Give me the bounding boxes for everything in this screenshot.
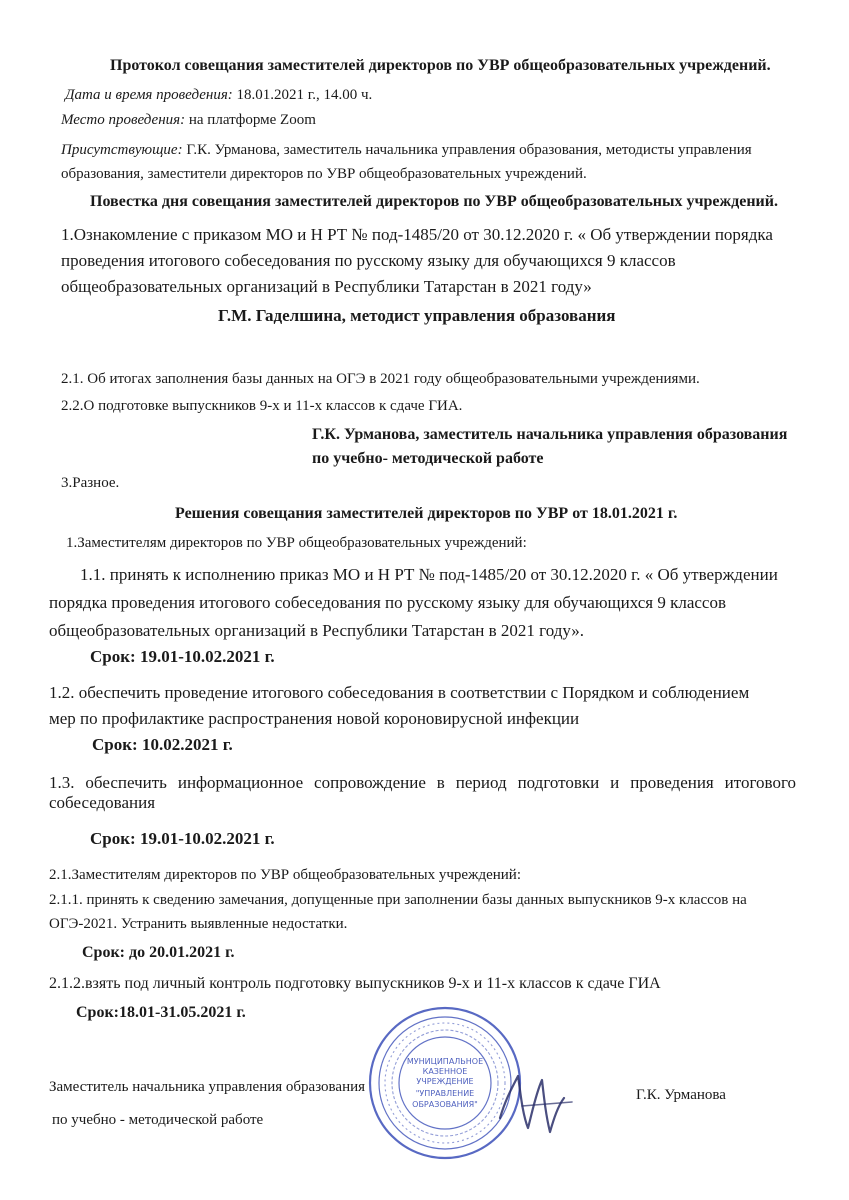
document-title: Протокол совещания заместителей директоров по УВР общеобразовательных учреждений. [110,57,771,74]
decision-1-2-line-1: 1.2. обеспечить проведение итогового собеседования в соответствии с Порядком и соблюдением [49,683,750,702]
decision-1-3-line-2: собеседования [49,793,156,812]
agenda-item-1-line-2: проведения итогового собеседования по русскому языку для обучающихся 9 классов [61,251,676,270]
decision-1-1-line-1: 1.1. принять к исполнению приказ МО и Н РТ № под-1485/20 от 30.12.2020 г. « Об утверждении [80,565,778,584]
decision-1-3-deadline: Срок: 19.01-10.02.2021 г. [90,829,275,848]
stamp-text-5: ОБРАЗОВАНИЯ" [412,1100,478,1109]
agenda-speaker-2-line-2: по учебно- методической работе [312,450,544,467]
agenda-title: Повестка дня совещания заместителей директоров по УВР общеобразовательных учреждений. [90,193,778,210]
decision-2-heading: 2.1.Заместителям директоров по УВР общеобразовательных учреждений: [49,867,521,883]
place-value: на платформе Zoom [185,112,316,128]
present-value: Г.К. Урманова, заместитель начальника управления образования, методисты управления [182,142,752,158]
agenda-item-1-line-3: общеобразовательных организаций в Республики Татарстан в 2021 году» [61,277,592,296]
stamp-text-3: УЧРЕЖДЕНИЕ [416,1077,474,1086]
place-line [61,112,316,129]
date-value: 18.01.2021 г., 14.00 ч. [232,87,373,103]
signer-position-line-2: по учебно - методической работе [52,1112,264,1128]
agenda-item-2-2: 2.2.О подготовке выпускников 9-х и 11-х классов к сдаче ГИА. [61,398,463,414]
decision-2-1-1-deadline: Срок: до 20.01.2021 г. [82,944,235,961]
stamp-text-4: "УПРАВЛЕНИЕ [415,1089,475,1098]
decision-1-2-line-2: мер по профилактике распространения новой короновирусной инфекции [49,709,580,728]
agenda-item-2-1: 2.1. Об итогах заполнения базы данных на ОГЭ в 2021 году общеобразовательными учреждениями. [61,371,700,387]
agenda-item-1-line-1: 1.Ознакомление с приказом МО и Н РТ № под-1485/20 от 30.12.2020 г. « Об утверждении порядка [61,225,773,244]
place-label: Место проведения: [61,112,186,128]
present-label: Присутствующие: [61,142,183,158]
decision-1-1-deadline: Срок: 19.01-10.02.2021 г. [90,647,275,666]
decision-2-1-1-line-1: 2.1.1. принять к сведению замечания, допущенные при заполнении базы данных выпускников 9-х классов на [49,892,747,908]
decision-1-3-line-1: 1.3. обеспечить информационное сопровождение в период подготовки и проведения итогового [49,773,796,792]
present-line-1 [61,142,752,159]
decision-1-heading: 1.Заместителям директоров по УВР общеобразовательных учреждений: [66,535,527,551]
date-line [65,87,372,104]
stamp-text-1: МУНИЦИПАЛЬНОЕ [406,1057,484,1066]
decision-2-1-2: 2.1.2.взять под личный контроль подготовку выпускников 9-х и 11-х классов к сдаче ГИА [49,975,661,992]
agenda-speaker-2-line-1: Г.К. Урманова, заместитель начальника управления образования [312,426,788,443]
present-line-2: образования, заместители директоров по УВР общеобразовательных учреждений. [61,166,587,182]
signer-name: Г.К. Урманова [636,1087,726,1103]
decision-2-1-2-deadline: Срок:18.01-31.05.2021 г. [76,1004,246,1021]
signer-position-line-1: Заместитель начальника управления образования [49,1079,366,1095]
decision-1-1-line-2: порядка проведения итогового собеседования по русскому языку для обучающихся 9 классов [49,593,726,612]
agenda-speaker-1: Г.М. Гаделшина, методист управления образования [218,306,616,325]
decisions-title: Решения совещания заместителей директоров по УВР от 18.01.2021 г. [175,505,678,522]
date-label: Дата и время проведения: [65,87,233,103]
stamp-text-2: КАЗЕННОЕ [422,1067,468,1076]
decision-1-1-line-3: общеобразовательных организаций в Республики Татарстан в 2021 году». [49,621,585,640]
agenda-item-3: 3.Разное. [61,475,120,491]
handwritten-signature [492,1058,582,1148]
decision-2-1-1-line-2: ОГЭ-2021. Устранить выявленные недостатки. [49,916,348,932]
decision-1-2-deadline: Срок: 10.02.2021 г. [92,735,233,754]
